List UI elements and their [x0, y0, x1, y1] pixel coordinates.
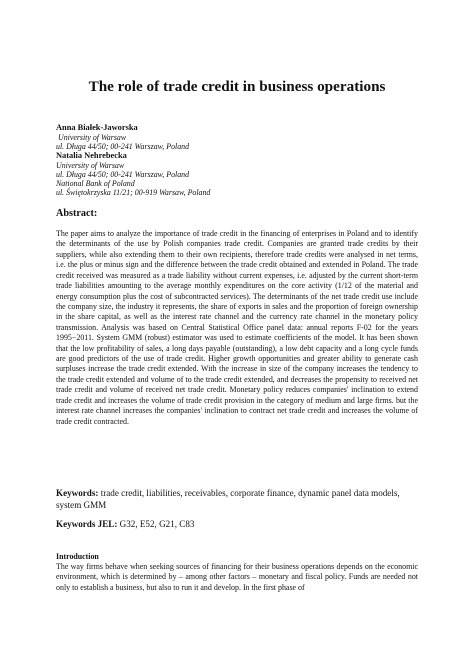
keywords-label: Keywords: [56, 488, 99, 498]
author-affiliation: ul. Długa 44/50; 00-241 Warszaw, Poland [56, 141, 190, 151]
introduction-heading: Introduction [56, 552, 99, 561]
author-affiliation: National Bank of Poland [56, 179, 135, 188]
introduction-text: The way firms behave when seeking sources of financing for their business operations depends on the economic environment, which is determined by – among other factors – monetary and fiscal policy. Funds are needed not only to establish a business, but also to run it and develop. In the first phase of [56, 562, 418, 592]
author-affiliation: ul. Świętokrzyska 11/21; 00-919 Warsaw, Poland [56, 188, 211, 198]
keywords-line [56, 487, 418, 511]
author-affiliation: ul. Długa 44/50; 00-241 Warszaw, Poland [56, 169, 190, 179]
abstract-text: The paper aims to analyze the importance of trade credit in the financing of enterprises in Poland and to identify the determinants of the use by Polish companies trade credit. Companies are granted trade credits by their suppliers, while also extending them to their own recipients, therefore trade credits were analysed in net terms, i.e. the plus or minus sign and the difference between the trade credit obtained and extended in Poland. The trade credit received was measured as a trade liability without current expenses, i.e. adjusted by the current short-term trade liabilities amounting to the average monthly expenditures on the core activity (1/12 of the material and energy consumption plus the cost of subcontracted services). The determinants of the net trade credit use include the company size, the industry it represents, the share of exports in sales and the proportion of foreign ownership in the share capital, as well as the interest rate channel and the currency rate channel in the monetary policy transmission. Analysis was based on Central Statistical Office panel data: annual reports F-02 for the years 1995−2011. System GMM (robust) estimator was used to estimate coefficients of the model. It has been shown that the low profitability of sales, a long days payable (outstanding), a low debt capacity and a long cycle funds are good predictors of the use of trade credit. Higher growth opportunities and greater ability to generate cash surpluses increase the trade credit extended. With the increase in size of the company increases the tendency to the trade credit extended and volume of to the trade credit extended, and decreases the propensity to received net trade credit and volume of received net trade credit. Monetary policy reduces companies' inclination to extend trade credit and increases the volume of trade credit provision in the category of medium and large firms. but the interest rate channel increases the companies' inclination to contract net trade credit and increases the volume of trade credit contracted. [56, 229, 418, 426]
jel-codes: G32, E52, G21, C83 [119, 519, 195, 529]
author-affiliation: University of Warsaw [58, 132, 127, 142]
author-name: Natalia Nehrebecka [56, 151, 127, 160]
author-name: Anna Białek-Jaworska [56, 123, 138, 132]
author-block [56, 123, 426, 197]
paper-title: The role of trade credit in business operations [88, 78, 386, 95]
author-affiliation: University of Warsaw [56, 160, 125, 170]
jel-label: Keywords JEL: [56, 519, 118, 529]
abstract-heading: Abstract: [56, 208, 98, 219]
keywords-text: trade credit, liabilities, receivables, corporate finance, dynamic panel data models, system GMM [56, 488, 400, 510]
jel-line [56, 518, 418, 530]
